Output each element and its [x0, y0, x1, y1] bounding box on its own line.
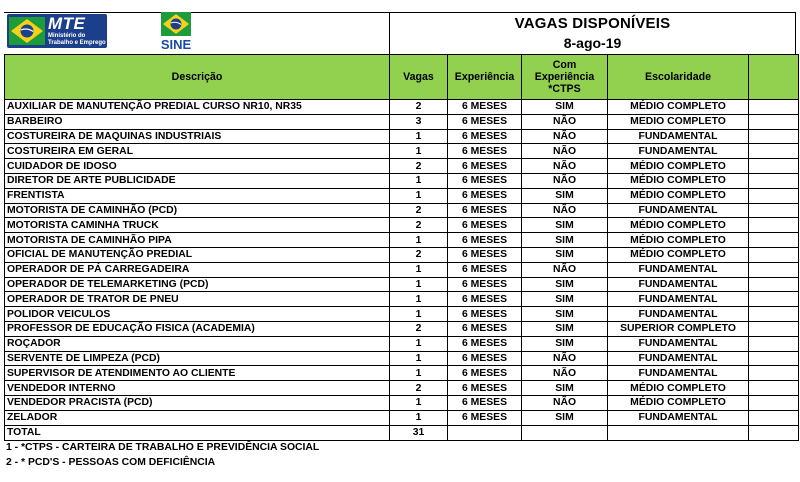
table-row — [5, 173, 799, 188]
cell-descricao: VENDEDOR INTERNO — [5, 381, 390, 396]
cell-vagas: 1 — [390, 277, 448, 292]
cell-empty — [749, 188, 799, 203]
table-row — [5, 203, 799, 218]
cell-escolaridade: MÉDIO COMPLETO — [608, 188, 749, 203]
cell-experiencia: 6 MESES — [448, 307, 522, 322]
cell-descricao: COSTUREIRA DE MAQUINAS INDUSTRIAIS — [5, 129, 390, 144]
cell-vagas: 1 — [390, 336, 448, 351]
cell-escolaridade: FUNDAMENTAL — [608, 129, 749, 144]
cell-escolaridade: FUNDAMENTAL — [608, 292, 749, 307]
cell-vagas: 1 — [390, 395, 448, 410]
cell-experiencia: 6 MESES — [448, 336, 522, 351]
cell-empty — [749, 100, 799, 115]
cell-escolaridade: FUNDAMENTAL — [608, 366, 749, 381]
cell-escolaridade: FUNDAMENTAL — [608, 351, 749, 366]
cell-vagas: 2 — [390, 247, 448, 262]
cell-experiencia: 6 MESES — [448, 203, 522, 218]
cell-empty — [749, 159, 799, 174]
cell-ctps: NÃO — [522, 395, 608, 410]
footnote-ctps: 1 - *CTPS - CARTEIRA DE TRABALHO E PREVIDÊNCIA SOCIAL — [6, 442, 320, 453]
cell-descricao: ROÇADOR — [5, 336, 390, 351]
cell-empty — [749, 366, 799, 381]
table-body — [5, 100, 799, 441]
cell-descricao: OPERADOR DE PÁ CARREGADEIRA — [5, 262, 390, 277]
cell-vagas: 1 — [390, 292, 448, 307]
cell-ctps: NÃO — [522, 203, 608, 218]
table-row — [5, 129, 799, 144]
cell-experiencia: 6 MESES — [448, 395, 522, 410]
cell-empty — [749, 129, 799, 144]
cell-experiencia: 6 MESES — [448, 114, 522, 129]
cell-experiencia: 6 MESES — [448, 188, 522, 203]
cell-descricao: OPERADOR DE TRATOR DE PNEU — [5, 292, 390, 307]
cell-descricao: SERVENTE DE LIMPEZA (PCD) — [5, 351, 390, 366]
cell-ctps: NÃO — [522, 114, 608, 129]
total-label: TOTAL — [5, 425, 390, 440]
column-header-experiencia: Experiência — [448, 55, 522, 100]
cell-vagas: 1 — [390, 233, 448, 248]
cell-vagas: 1 — [390, 262, 448, 277]
cell-escolaridade: FUNDAMENTAL — [608, 307, 749, 322]
cell-ctps: NÃO — [522, 144, 608, 159]
table-row — [5, 144, 799, 159]
cell-descricao: VENDEDOR PRACISTA (PCD) — [5, 395, 390, 410]
mte-logo-text: MTE — [48, 14, 86, 33]
vacancies-table — [4, 54, 799, 441]
cell-ctps: SIM — [522, 410, 608, 425]
cell-vagas: 1 — [390, 173, 448, 188]
column-header-empty — [749, 55, 799, 100]
cell-escolaridade: FUNDAMENTAL — [608, 336, 749, 351]
cell-descricao: SUPERVISOR DE ATENDIMENTO AO CLIENTE — [5, 366, 390, 381]
cell-empty — [749, 395, 799, 410]
table-row — [5, 188, 799, 203]
cell-empty — [749, 144, 799, 159]
cell-escolaridade: MÉDIO COMPLETO — [608, 395, 749, 410]
cell-descricao: OFICIAL DE MANUTENÇÃO PREDIAL — [5, 247, 390, 262]
cell-experiencia: 6 MESES — [448, 173, 522, 188]
footnote-pcd: 2 - * PCD'S - PESSOAS COM DEFICIÊNCIA — [6, 456, 216, 468]
cell-escolaridade: FUNDAMENTAL — [608, 410, 749, 425]
cell-ctps: SIM — [522, 233, 608, 248]
cell-empty — [749, 218, 799, 233]
table-header-row — [5, 55, 799, 100]
cell-experiencia: 6 MESES — [448, 247, 522, 262]
cell-vagas: 1 — [390, 144, 448, 159]
cell-ctps: SIM — [522, 247, 608, 262]
cell-descricao: AUXILIAR DE MANUTENÇÃO PREDIAL CURSO NR10, NR35 — [5, 100, 390, 115]
cell-descricao: MOTORISTA DE CAMINHÃO PIPA — [5, 233, 390, 248]
cell-escolaridade: MEDIO COMPLETO — [608, 114, 749, 129]
cell-escolaridade: SUPERIOR COMPLETO — [608, 321, 749, 336]
table-row — [5, 366, 799, 381]
cell-empty — [749, 262, 799, 277]
cell-experiencia: 6 MESES — [448, 100, 522, 115]
cell-ctps: NÃO — [522, 159, 608, 174]
table-row — [5, 114, 799, 129]
cell-experiencia: 6 MESES — [448, 277, 522, 292]
cell-experiencia: 6 MESES — [448, 144, 522, 159]
cell-ctps: NÃO — [522, 262, 608, 277]
column-header-descricao: Descrição — [5, 55, 390, 100]
cell-empty — [749, 292, 799, 307]
cell-escolaridade: MÉDIO COMPLETO — [608, 218, 749, 233]
cell-empty — [749, 247, 799, 262]
cell-escolaridade: FUNDAMENTAL — [608, 203, 749, 218]
cell-escolaridade: MÉDIO COMPLETO — [608, 233, 749, 248]
cell-ctps: SIM — [522, 336, 608, 351]
cell-vagas: 1 — [390, 188, 448, 203]
cell-experiencia: 6 MESES — [448, 262, 522, 277]
brazil-flag-icon — [9, 17, 45, 45]
table-row — [5, 100, 799, 115]
cell-experiencia: 6 MESES — [448, 218, 522, 233]
header-title-box — [389, 12, 796, 54]
cell-vagas: 2 — [390, 381, 448, 396]
table-row — [5, 262, 799, 277]
table-row — [5, 292, 799, 307]
cell-descricao: POLIDOR VEICULOS — [5, 307, 390, 322]
cell-ctps: SIM — [522, 321, 608, 336]
column-header-com-experiencia-ctps: Com Experiência *CTPS — [522, 55, 608, 100]
cell-empty — [522, 425, 608, 440]
cell-escolaridade: FUNDAMENTAL — [608, 144, 749, 159]
table-row — [5, 410, 799, 425]
cell-vagas: 1 — [390, 351, 448, 366]
cell-vagas: 1 — [390, 307, 448, 322]
cell-descricao: BARBEIRO — [5, 114, 390, 129]
cell-experiencia: 6 MESES — [448, 321, 522, 336]
cell-empty — [749, 425, 799, 440]
total-row — [5, 425, 799, 440]
cell-vagas: 2 — [390, 321, 448, 336]
cell-experiencia: 6 MESES — [448, 292, 522, 307]
table-row — [5, 381, 799, 396]
cell-ctps: SIM — [522, 188, 608, 203]
cell-empty — [749, 203, 799, 218]
cell-ctps: NÃO — [522, 351, 608, 366]
column-header-escolaridade: Escolaridade — [608, 55, 749, 100]
table-row — [5, 307, 799, 322]
mte-logo — [7, 14, 107, 48]
cell-ctps: SIM — [522, 381, 608, 396]
cell-escolaridade: MÉDIO COMPLETO — [608, 100, 749, 115]
cell-empty — [749, 336, 799, 351]
table-row — [5, 351, 799, 366]
table-row — [5, 277, 799, 292]
cell-empty — [749, 410, 799, 425]
table-row — [5, 247, 799, 262]
table-row — [5, 218, 799, 233]
total-value: 31 — [390, 425, 448, 440]
cell-descricao: PROFESSOR DE EDUCAÇÃO FISICA (ACADEMIA) — [5, 321, 390, 336]
page-date: 8-ago-19 — [563, 35, 622, 51]
cell-descricao: COSTUREIRA EM GERAL — [5, 144, 390, 159]
cell-experiencia: 6 MESES — [448, 159, 522, 174]
cell-vagas: 2 — [390, 100, 448, 115]
cell-escolaridade: MÉDIO COMPLETO — [608, 173, 749, 188]
cell-empty — [749, 233, 799, 248]
column-header-vagas: Vagas — [390, 55, 448, 100]
cell-vagas: 3 — [390, 114, 448, 129]
sine-logo-text: SINE — [160, 37, 192, 52]
cell-descricao: OPERADOR DE TELEMARKETING (PCD) — [5, 277, 390, 292]
cell-ctps: SIM — [522, 218, 608, 233]
cell-ctps: SIM — [522, 307, 608, 322]
table-row — [5, 336, 799, 351]
cell-descricao: MOTORISTA DE CAMINHÃO (PCD) — [5, 203, 390, 218]
cell-ctps: SIM — [522, 277, 608, 292]
cell-vagas: 1 — [390, 366, 448, 381]
cell-descricao: MOTORISTA CAMINHA TRUCK — [5, 218, 390, 233]
cell-experiencia: 6 MESES — [448, 129, 522, 144]
cell-escolaridade: MÉDIO COMPLETO — [608, 159, 749, 174]
cell-empty — [749, 173, 799, 188]
cell-vagas: 1 — [390, 129, 448, 144]
cell-experiencia: 6 MESES — [448, 410, 522, 425]
table-row — [5, 233, 799, 248]
cell-empty — [749, 114, 799, 129]
cell-empty — [608, 425, 749, 440]
cell-vagas: 1 — [390, 410, 448, 425]
cell-empty — [749, 277, 799, 292]
cell-descricao: CUIDADOR DE IDOSO — [5, 159, 390, 174]
mte-logo-subtitle: Ministério do Trabalho e Emprego — [48, 33, 106, 46]
cell-escolaridade: FUNDAMENTAL — [608, 262, 749, 277]
cell-experiencia: 6 MESES — [448, 366, 522, 381]
page-title: VAGAS DISPONÍVEIS — [514, 15, 671, 32]
cell-ctps: SIM — [522, 292, 608, 307]
cell-ctps: NÃO — [522, 366, 608, 381]
cell-empty — [749, 381, 799, 396]
table-row — [5, 395, 799, 410]
cell-descricao: ZELADOR — [5, 410, 390, 425]
cell-empty — [749, 351, 799, 366]
cell-ctps: NÃO — [522, 129, 608, 144]
cell-ctps: NÃO — [522, 173, 608, 188]
sine-logo — [154, 12, 198, 54]
cell-experiencia: 6 MESES — [448, 351, 522, 366]
cell-ctps: SIM — [522, 100, 608, 115]
cell-vagas: 2 — [390, 159, 448, 174]
cell-empty — [749, 307, 799, 322]
cell-empty — [448, 425, 522, 440]
cell-escolaridade: MÉDIO COMPLETO — [608, 247, 749, 262]
footnotes — [6, 441, 319, 470]
cell-vagas: 2 — [390, 218, 448, 233]
cell-vagas: 2 — [390, 203, 448, 218]
cell-empty — [749, 321, 799, 336]
header — [0, 12, 800, 54]
table-row — [5, 321, 799, 336]
cell-escolaridade: MÉDIO COMPLETO — [608, 381, 749, 396]
cell-descricao: FRENTISTA — [5, 188, 390, 203]
cell-experiencia: 6 MESES — [448, 381, 522, 396]
table-row — [5, 159, 799, 174]
cell-descricao: DIRETOR DE ARTE PUBLICIDADE — [5, 173, 390, 188]
sine-flag-icon — [161, 12, 191, 36]
cell-experiencia: 6 MESES — [448, 233, 522, 248]
cell-escolaridade: FUNDAMENTAL — [608, 277, 749, 292]
